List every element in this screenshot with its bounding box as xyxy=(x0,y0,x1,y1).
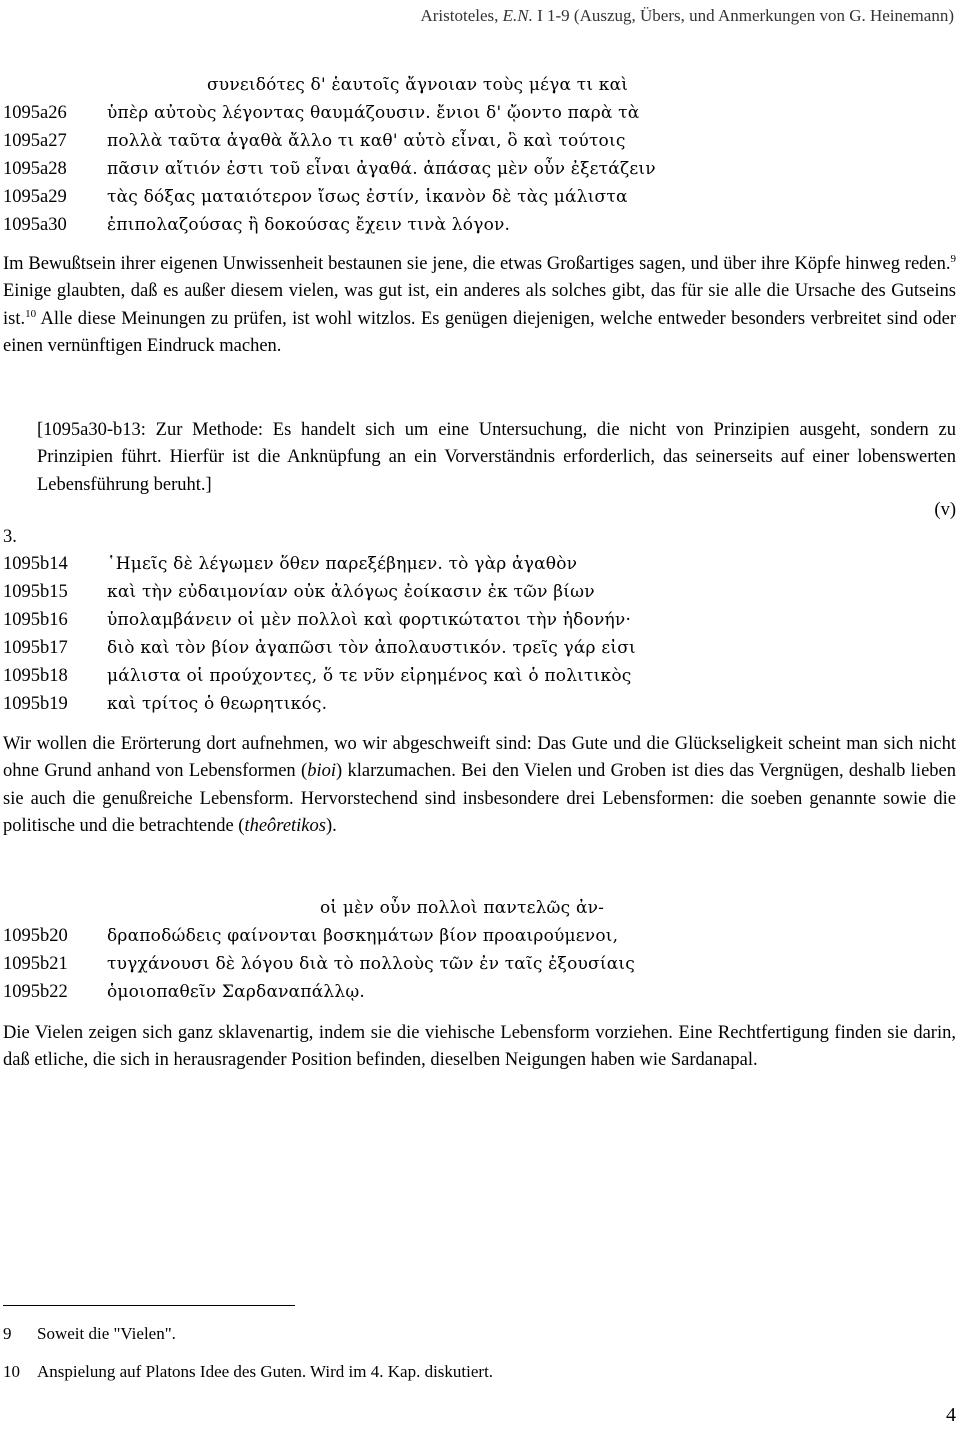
translation-paragraph-3: Die Vielen zeigen sich ganz sklavenartig, indem sie die viehische Lebensform vorziehen. Eine Rechtfertigung finden sie darin, daß etliche, die sich in herausragender Position befinden, dieselben Neigungen haben wie Sardanapal. xyxy=(3,1023,956,1071)
footnote-text: Anspielung auf Platons Idee des Guten. Wird im 4. Kap. diskutiert. xyxy=(37,1362,494,1381)
line-reference: 1095b20 xyxy=(3,926,68,946)
greek-text: ὑπολαμβάνειν οἱ μὲν πολλοὶ καὶ φορτικώτατοι τὴν ἡδονήν· xyxy=(107,610,632,630)
line-reference: 1095b19 xyxy=(3,694,68,714)
line-reference: 1095b21 xyxy=(3,954,68,974)
paragraph-italic: bioi xyxy=(307,761,336,782)
header-text-end: I 1-9 (Auszug, Übers, und Anmerkungen von G. Heinemann) xyxy=(532,6,954,25)
greek-text: ἐπιπολαζούσας ἢ δοκούσας ἔχειν τινὰ λόγον. xyxy=(107,215,511,235)
section-marker: (v) xyxy=(934,500,956,520)
paragraph-italic: theôretikos xyxy=(244,816,326,837)
method-note: [1095a30-b13: Zur Methode: Es handelt sich um eine Untersuchung, die nicht von Prinzipien ausgeht, sondern zu Prinzipien führt. Hierfür ist die Anknüpfung an ein Vorverständnis erforderlich, das seinerseits auf einer lobenswerten Lebensführung beruht.] xyxy=(37,420,956,495)
greek-text: μάλιστα οἱ προύχοντες, ὅ τε νῦν εἰρημένος καὶ ὁ πολιτικὸς xyxy=(107,666,632,686)
line-reference: 1095a27 xyxy=(3,131,67,151)
page-number: 4 xyxy=(946,1404,956,1426)
greek-text: δραποδώδεις φαίνονται βοσκημάτων βίον προαιρούμενοι, xyxy=(107,926,619,946)
greek-text: ὑπὲρ αὐτοὺς λέγοντας θαυμάζουσιν. ἔνιοι δ' ᾤοντο παρὰ τὰ xyxy=(107,103,640,123)
paragraph-text: ) klarzumachen. Bei den Vielen und Groben ist dies das Vergnügen, deshalb lieben sie auch die genußreiche Lebensform. Hervorstechend sind insbesondere drei Lebensformen: die soeben genannte sowie die politische und die betrachtende ( xyxy=(3,761,956,837)
greek-text: τὰς δόξας ματαιότερον ἴσως ἐστίν, ἱκανὸν δὲ τὰς μάλιστα xyxy=(107,187,628,207)
paragraph-text: Wir wollen die Erörterung dort aufnehmen, wo wir abgeschweift sind: Das Gute und die Glückseligkeit scheint man sich nicht ohne Grund anhand von Lebensformen ( xyxy=(3,734,956,782)
header-text-italic: E.N. xyxy=(502,6,533,25)
line-reference: 1095b16 xyxy=(3,610,68,630)
greek-text: διὸ καὶ τὸν βίον ἀγαπῶσι τὸν ἀπολαυστικόν. τρεῖς γάρ εἰσι xyxy=(107,638,636,658)
paragraph-text: Alle diese Meinungen zu prüfen, ist wohl witzlos. Es genügen diejenigen, welche entweder besonders verbreitet sind oder einen vernünftigen Eindruck machen. xyxy=(3,308,956,357)
header-text-start: Aristoteles, xyxy=(420,6,503,25)
footnote-ref[interactable]: 10 xyxy=(25,307,37,320)
footnote-separator xyxy=(3,1305,295,1306)
greek-text: καὶ τὴν εὐδαιμονίαν οὐκ ἀλόγως ἐοίκασιν ἐκ τῶν βίων xyxy=(107,582,595,602)
greek-text: ὁμοιοπαθεῖν Σαρδαναπάλλῳ. xyxy=(107,982,366,1002)
running-header xyxy=(420,6,954,26)
line-reference: 1095b22 xyxy=(3,982,68,1002)
greek-text: πᾶσιν αἴτιόν ἐστι τοῦ εἶναι ἀγαθά. ἁπάσας μὲν οὖν ἐξετάζειν xyxy=(107,159,656,179)
line-reference: 1095a30 xyxy=(3,215,67,235)
line-reference: 1095a29 xyxy=(3,187,67,207)
line-reference: 1095a26 xyxy=(3,103,67,123)
greek-text: καὶ τρίτος ὁ θεωρητικός. xyxy=(107,694,328,714)
line-reference: 1095b15 xyxy=(3,582,68,602)
greek-text: ῾Ημεῖς δὲ λέγωμεν ὅθεν παρεξέβημεν. τὸ γὰρ ἀγαθὸν xyxy=(107,554,578,574)
line-reference: 1095b17 xyxy=(3,638,68,658)
footnote-ref[interactable]: 9 xyxy=(950,252,956,265)
greek-text: τυγχάνουσι δὲ λόγου διὰ τὸ πολλοὺς τῶν ἐν ταῖς ἐξουσίαις xyxy=(107,954,635,974)
footnote-number: 10 xyxy=(3,1362,20,1381)
line-reference: 1095b18 xyxy=(3,666,68,686)
paragraph-text: Im Bewußtsein ihrer eigenen Unwissenheit bestaunen sie jene, die etwas Großartiges sagen, und über ihre Köpfe hinweg reden. xyxy=(3,254,951,274)
footnote-number: 9 xyxy=(3,1324,12,1343)
translation-paragraph-1 xyxy=(3,251,956,361)
greek-text: οἱ μὲν οὖν πολλοὶ παντελῶς ἀν- xyxy=(320,898,605,918)
line-reference: 1095b14 xyxy=(3,554,68,574)
footnote xyxy=(3,1324,176,1344)
line-reference: 1095a28 xyxy=(3,159,67,179)
greek-text: συνειδότες δ' ἑαυτοῖς ἄγνοιαν τοὺς μέγα τι καὶ xyxy=(207,75,629,95)
footnote xyxy=(3,1362,493,1382)
greek-text: πολλὰ ταῦτα ἀγαθὰ ἄλλο τι καθ' αὑτὸ εἶναι, ὃ καὶ τούτοις xyxy=(107,131,626,151)
section-number: 3. xyxy=(3,527,17,547)
translation-paragraph-2 xyxy=(3,731,956,841)
paragraph-text: ). xyxy=(325,816,337,837)
footnote-text: Soweit die "Vielen". xyxy=(37,1324,176,1343)
paragraph-text: Einige glaubten, daß es außer diesem vielen, was gut ist, ein anderes als solches gibt, das für sie alle die Ursache des Gutseins ist. xyxy=(3,281,956,329)
